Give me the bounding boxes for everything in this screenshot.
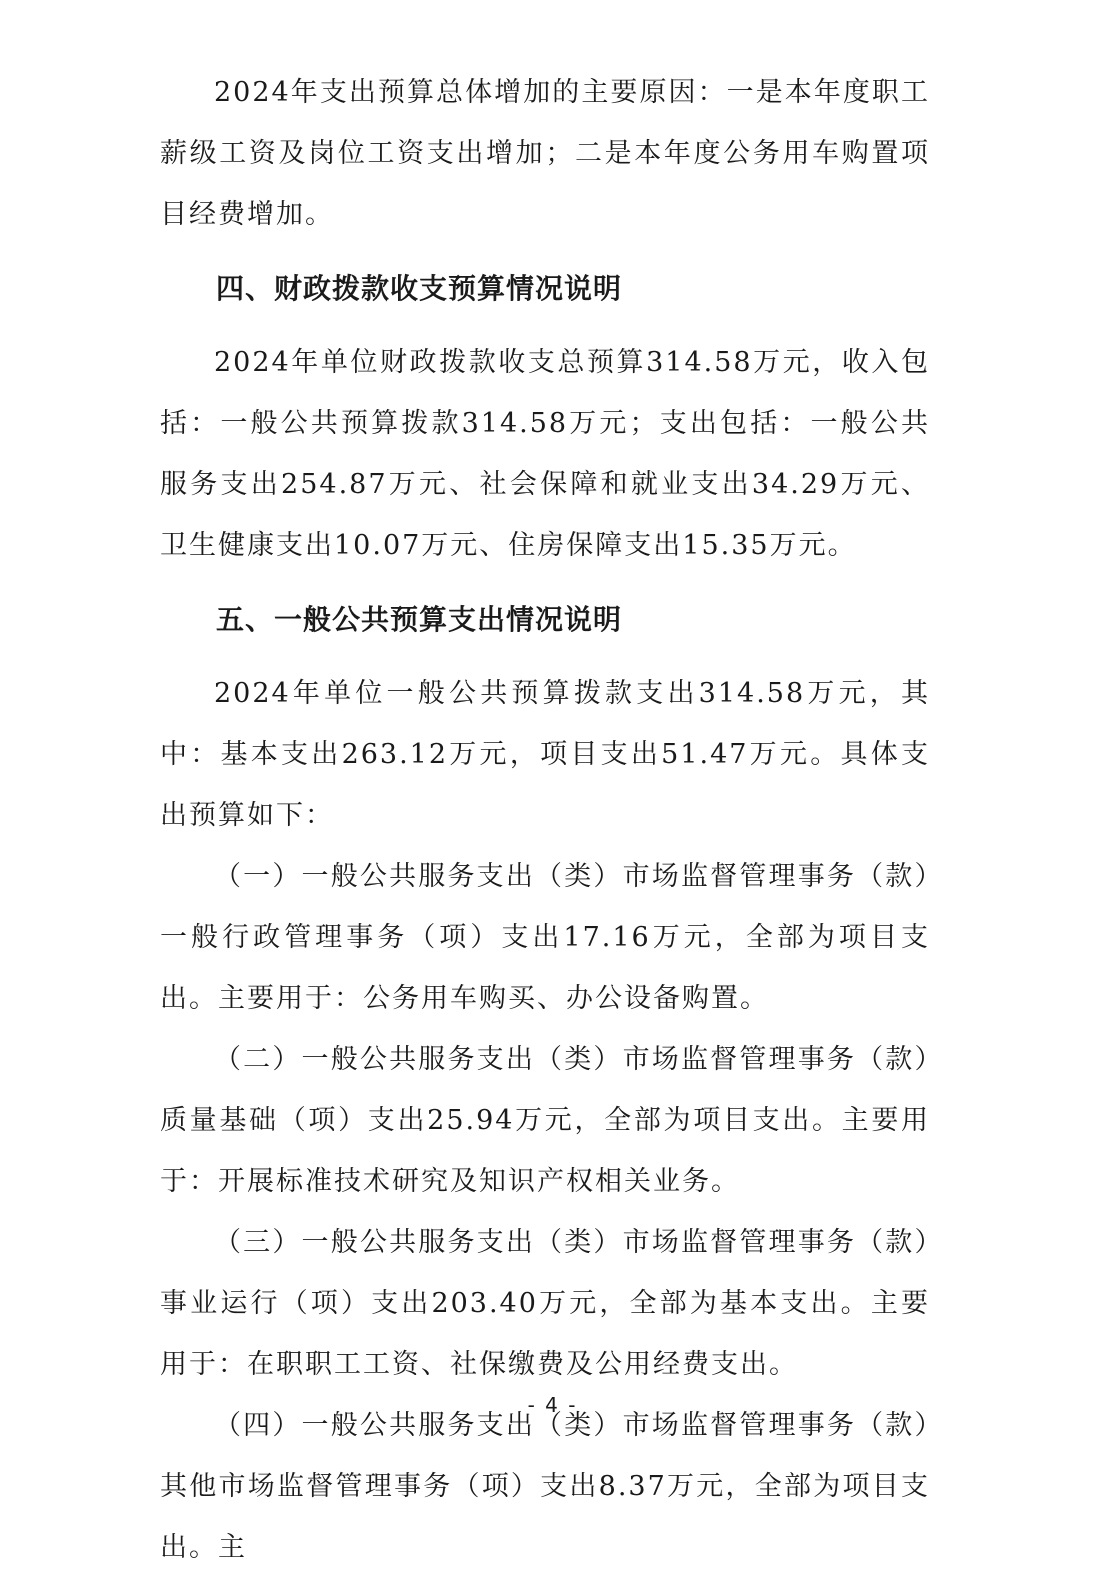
section-heading-fiscal-appropriation: 四、财政拨款收支预算情况说明 bbox=[216, 272, 623, 305]
paragraph-item-2: （二）一般公共服务支出（类）市场监督管理事务（款）质量基础（项）支出25.94万元，全部为项目支出。主要用于：开展标准技术研究及知识产权相关业务。 bbox=[160, 1044, 930, 1197]
paragraph-item-4: （四）一般公共服务支出（类）市场监督管理事务（款）其他市场监督管理事务（项）支出8.37万元，全部为项目支出。主 bbox=[160, 1410, 930, 1563]
paragraph-general-public-budget-summary: 2024年单位一般公共预算拨款支出314.58万元，其中：基本支出263.12万元，项目支出51.47万元。具体支出预算如下： bbox=[160, 678, 930, 831]
document-body bbox=[160, 62, 930, 1578]
section-heading-general-public-budget: 五、一般公共预算支出情况说明 bbox=[216, 603, 623, 636]
paragraph-item-3: （三）一般公共服务支出（类）市场监督管理事务（款）事业运行（项）支出203.40万元，全部为基本支出。主要用于：在职职工工资、社保缴费及公用经费支出。 bbox=[160, 1227, 930, 1380]
paragraph-fiscal-appropriation-summary: 2024年单位财政拨款收支总预算314.58万元，收入包括：一般公共预算拨款314.58万元；支出包括：一般公共服务支出254.87万元、社会保障和就业支出34.29万元、卫生健康支出10.07万元、住房保障支出15.35万元。 bbox=[160, 347, 930, 561]
paragraph-item-1: （一）一般公共服务支出（类）市场监督管理事务（款）一般行政管理事务（项）支出17.16万元，全部为项目支出。主要用于：公务用车购买、办公设备购置。 bbox=[160, 861, 930, 1014]
paragraph-expenditure-increase-reason: 2024年支出预算总体增加的主要原因：一是本年度职工薪级工资及岗位工资支出增加；二是本年度公务用车购置项目经费增加。 bbox=[160, 77, 930, 230]
page-number: - 4 - bbox=[527, 1393, 578, 1417]
